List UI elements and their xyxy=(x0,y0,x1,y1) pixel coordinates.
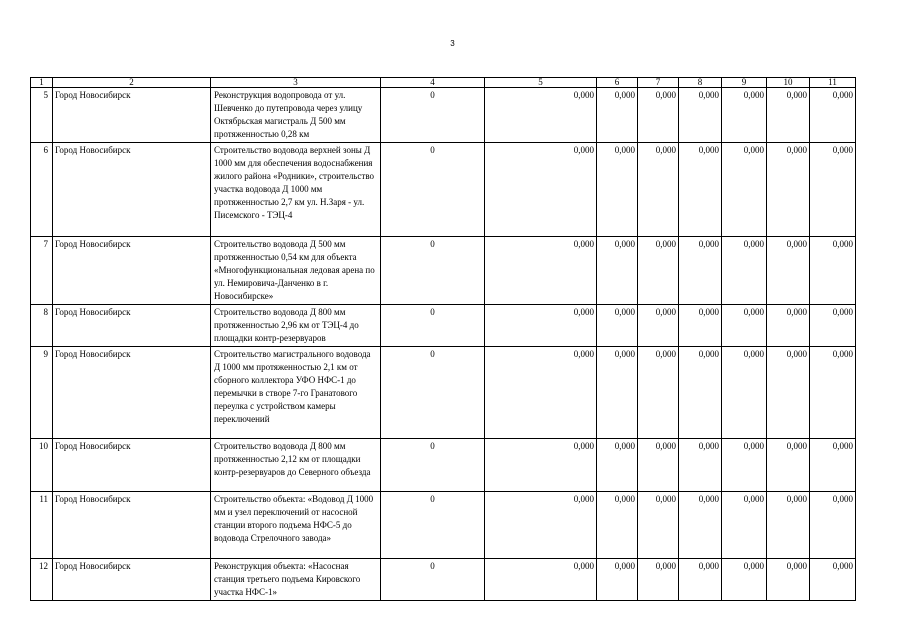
col4-cell: 0 xyxy=(381,143,485,237)
col11-cell: 0,000 xyxy=(810,347,856,439)
col9-cell: 0,000 xyxy=(722,88,767,143)
page-number: 3 xyxy=(450,39,455,48)
col4-cell: 0 xyxy=(381,347,485,439)
col11-cell: 0,000 xyxy=(810,88,856,143)
col6-cell: 0,000 xyxy=(597,305,638,347)
column-header: 5 xyxy=(485,78,597,88)
row-number: 11 xyxy=(31,492,53,559)
row-number: 7 xyxy=(31,237,53,305)
col6-cell: 0,000 xyxy=(597,237,638,305)
col6-cell: 0,000 xyxy=(597,143,638,237)
description-cell: Реконструкция водопровода от ул. Шевченко до путепровода через улицу Октябрьская магистраль Д 500 мм протяженностью 0,28 км xyxy=(211,88,381,143)
column-header: 1 xyxy=(31,78,53,88)
place-cell: Город Новосибирск xyxy=(53,237,211,305)
column-header: 11 xyxy=(810,78,856,88)
column-header: 2 xyxy=(53,78,211,88)
col11-cell: 0,000 xyxy=(810,559,856,601)
description-cell: Строительство водовода Д 800 мм протяженностью 2,12 км от площадки контр-резервуаров до Северного объезда xyxy=(211,439,381,492)
col10-cell: 0,000 xyxy=(767,305,810,347)
col8-cell: 0,000 xyxy=(679,143,722,237)
table-row xyxy=(31,439,856,492)
row-number: 12 xyxy=(31,559,53,601)
col5-cell: 0,000 xyxy=(485,439,597,492)
col11-cell: 0,000 xyxy=(810,143,856,237)
column-header: 9 xyxy=(722,78,767,88)
col9-cell: 0,000 xyxy=(722,237,767,305)
table-row xyxy=(31,88,856,143)
row-number: 8 xyxy=(31,305,53,347)
col11-cell: 0,000 xyxy=(810,492,856,559)
col7-cell: 0,000 xyxy=(638,305,679,347)
col4-cell: 0 xyxy=(381,88,485,143)
description-cell: Строительство магистрального водовода Д 1000 мм протяженностью 2,1 км от сборного коллектора УФО НФС-1 до перемычки в створе 7-го Гранатового переулка с устройством камеры переключений xyxy=(211,347,381,439)
col4-cell: 0 xyxy=(381,439,485,492)
col10-cell: 0,000 xyxy=(767,237,810,305)
col4-cell: 0 xyxy=(381,305,485,347)
table-header-row xyxy=(31,78,856,88)
col6-cell: 0,000 xyxy=(597,439,638,492)
col4-cell: 0 xyxy=(381,559,485,601)
place-cell: Город Новосибирск xyxy=(53,88,211,143)
col8-cell: 0,000 xyxy=(679,492,722,559)
col10-cell: 0,000 xyxy=(767,347,810,439)
col9-cell: 0,000 xyxy=(722,439,767,492)
col9-cell: 0,000 xyxy=(722,305,767,347)
place-cell: Город Новосибирск xyxy=(53,492,211,559)
col5-cell: 0,000 xyxy=(485,559,597,601)
col7-cell: 0,000 xyxy=(638,237,679,305)
col6-cell: 0,000 xyxy=(597,559,638,601)
col7-cell: 0,000 xyxy=(638,88,679,143)
column-header: 3 xyxy=(211,78,381,88)
col5-cell: 0,000 xyxy=(485,143,597,237)
col8-cell: 0,000 xyxy=(679,237,722,305)
col5-cell: 0,000 xyxy=(485,347,597,439)
col9-cell: 0,000 xyxy=(722,492,767,559)
place-cell: Город Новосибирск xyxy=(53,347,211,439)
place-cell: Город Новосибирск xyxy=(53,143,211,237)
col7-cell: 0,000 xyxy=(638,347,679,439)
description-cell: Строительство водовода Д 500 мм протяженностью 0,54 км для объекта «Многофункциональная ледовая арена по ул. Немировича-Данченко в г. Новосибирске» xyxy=(211,237,381,305)
col6-cell: 0,000 xyxy=(597,492,638,559)
col10-cell: 0,000 xyxy=(767,492,810,559)
col9-cell: 0,000 xyxy=(722,347,767,439)
col8-cell: 0,000 xyxy=(679,439,722,492)
col7-cell: 0,000 xyxy=(638,439,679,492)
col5-cell: 0,000 xyxy=(485,492,597,559)
col5-cell: 0,000 xyxy=(485,305,597,347)
col4-cell: 0 xyxy=(381,492,485,559)
row-number: 6 xyxy=(31,143,53,237)
table-row xyxy=(31,559,856,601)
col7-cell: 0,000 xyxy=(638,492,679,559)
column-header: 6 xyxy=(597,78,638,88)
row-number: 10 xyxy=(31,439,53,492)
table-row xyxy=(31,143,856,237)
table-row xyxy=(31,305,856,347)
column-header: 10 xyxy=(767,78,810,88)
col5-cell: 0,000 xyxy=(485,237,597,305)
col7-cell: 0,000 xyxy=(638,559,679,601)
col10-cell: 0,000 xyxy=(767,88,810,143)
col8-cell: 0,000 xyxy=(679,559,722,601)
description-cell: Строительство объекта: «Водовод Д 1000 мм и узел переключений от насосной станции второго подъема НФС-5 до водовода Стрелочного завода» xyxy=(211,492,381,559)
col11-cell: 0,000 xyxy=(810,237,856,305)
col9-cell: 0,000 xyxy=(722,559,767,601)
col5-cell: 0,000 xyxy=(485,88,597,143)
col10-cell: 0,000 xyxy=(767,439,810,492)
col8-cell: 0,000 xyxy=(679,88,722,143)
col6-cell: 0,000 xyxy=(597,88,638,143)
column-header: 4 xyxy=(381,78,485,88)
col8-cell: 0,000 xyxy=(679,347,722,439)
description-cell: Строительство водовода Д 800 мм протяженностью 2,96 км от ТЭЦ-4 до площадки контр-резервуаров xyxy=(211,305,381,347)
col4-cell: 0 xyxy=(381,237,485,305)
place-cell: Город Новосибирск xyxy=(53,559,211,601)
col8-cell: 0,000 xyxy=(679,305,722,347)
data-table xyxy=(30,77,856,601)
col6-cell: 0,000 xyxy=(597,347,638,439)
col11-cell: 0,000 xyxy=(810,305,856,347)
place-cell: Город Новосибирск xyxy=(53,439,211,492)
description-cell: Строительство водовода верхней зоны Д 1000 мм для обеспечения водоснабжения жилого района «Родники», строительство участка водовода Д 1000 мм протяженностью 2,7 км ул. Н.Заря - ул. Писемского - ТЭЦ-4 xyxy=(211,143,381,237)
table-row xyxy=(31,237,856,305)
description-cell: Реконструкция объекта: «Насосная станция третьего подъема Кировского участка НФС-1» xyxy=(211,559,381,601)
table-row xyxy=(31,347,856,439)
col11-cell: 0,000 xyxy=(810,439,856,492)
column-header: 8 xyxy=(679,78,722,88)
col10-cell: 0,000 xyxy=(767,559,810,601)
col7-cell: 0,000 xyxy=(638,143,679,237)
col9-cell: 0,000 xyxy=(722,143,767,237)
table-row xyxy=(31,492,856,559)
col10-cell: 0,000 xyxy=(767,143,810,237)
place-cell: Город Новосибирск xyxy=(53,305,211,347)
row-number: 5 xyxy=(31,88,53,143)
row-number: 9 xyxy=(31,347,53,439)
column-header: 7 xyxy=(638,78,679,88)
